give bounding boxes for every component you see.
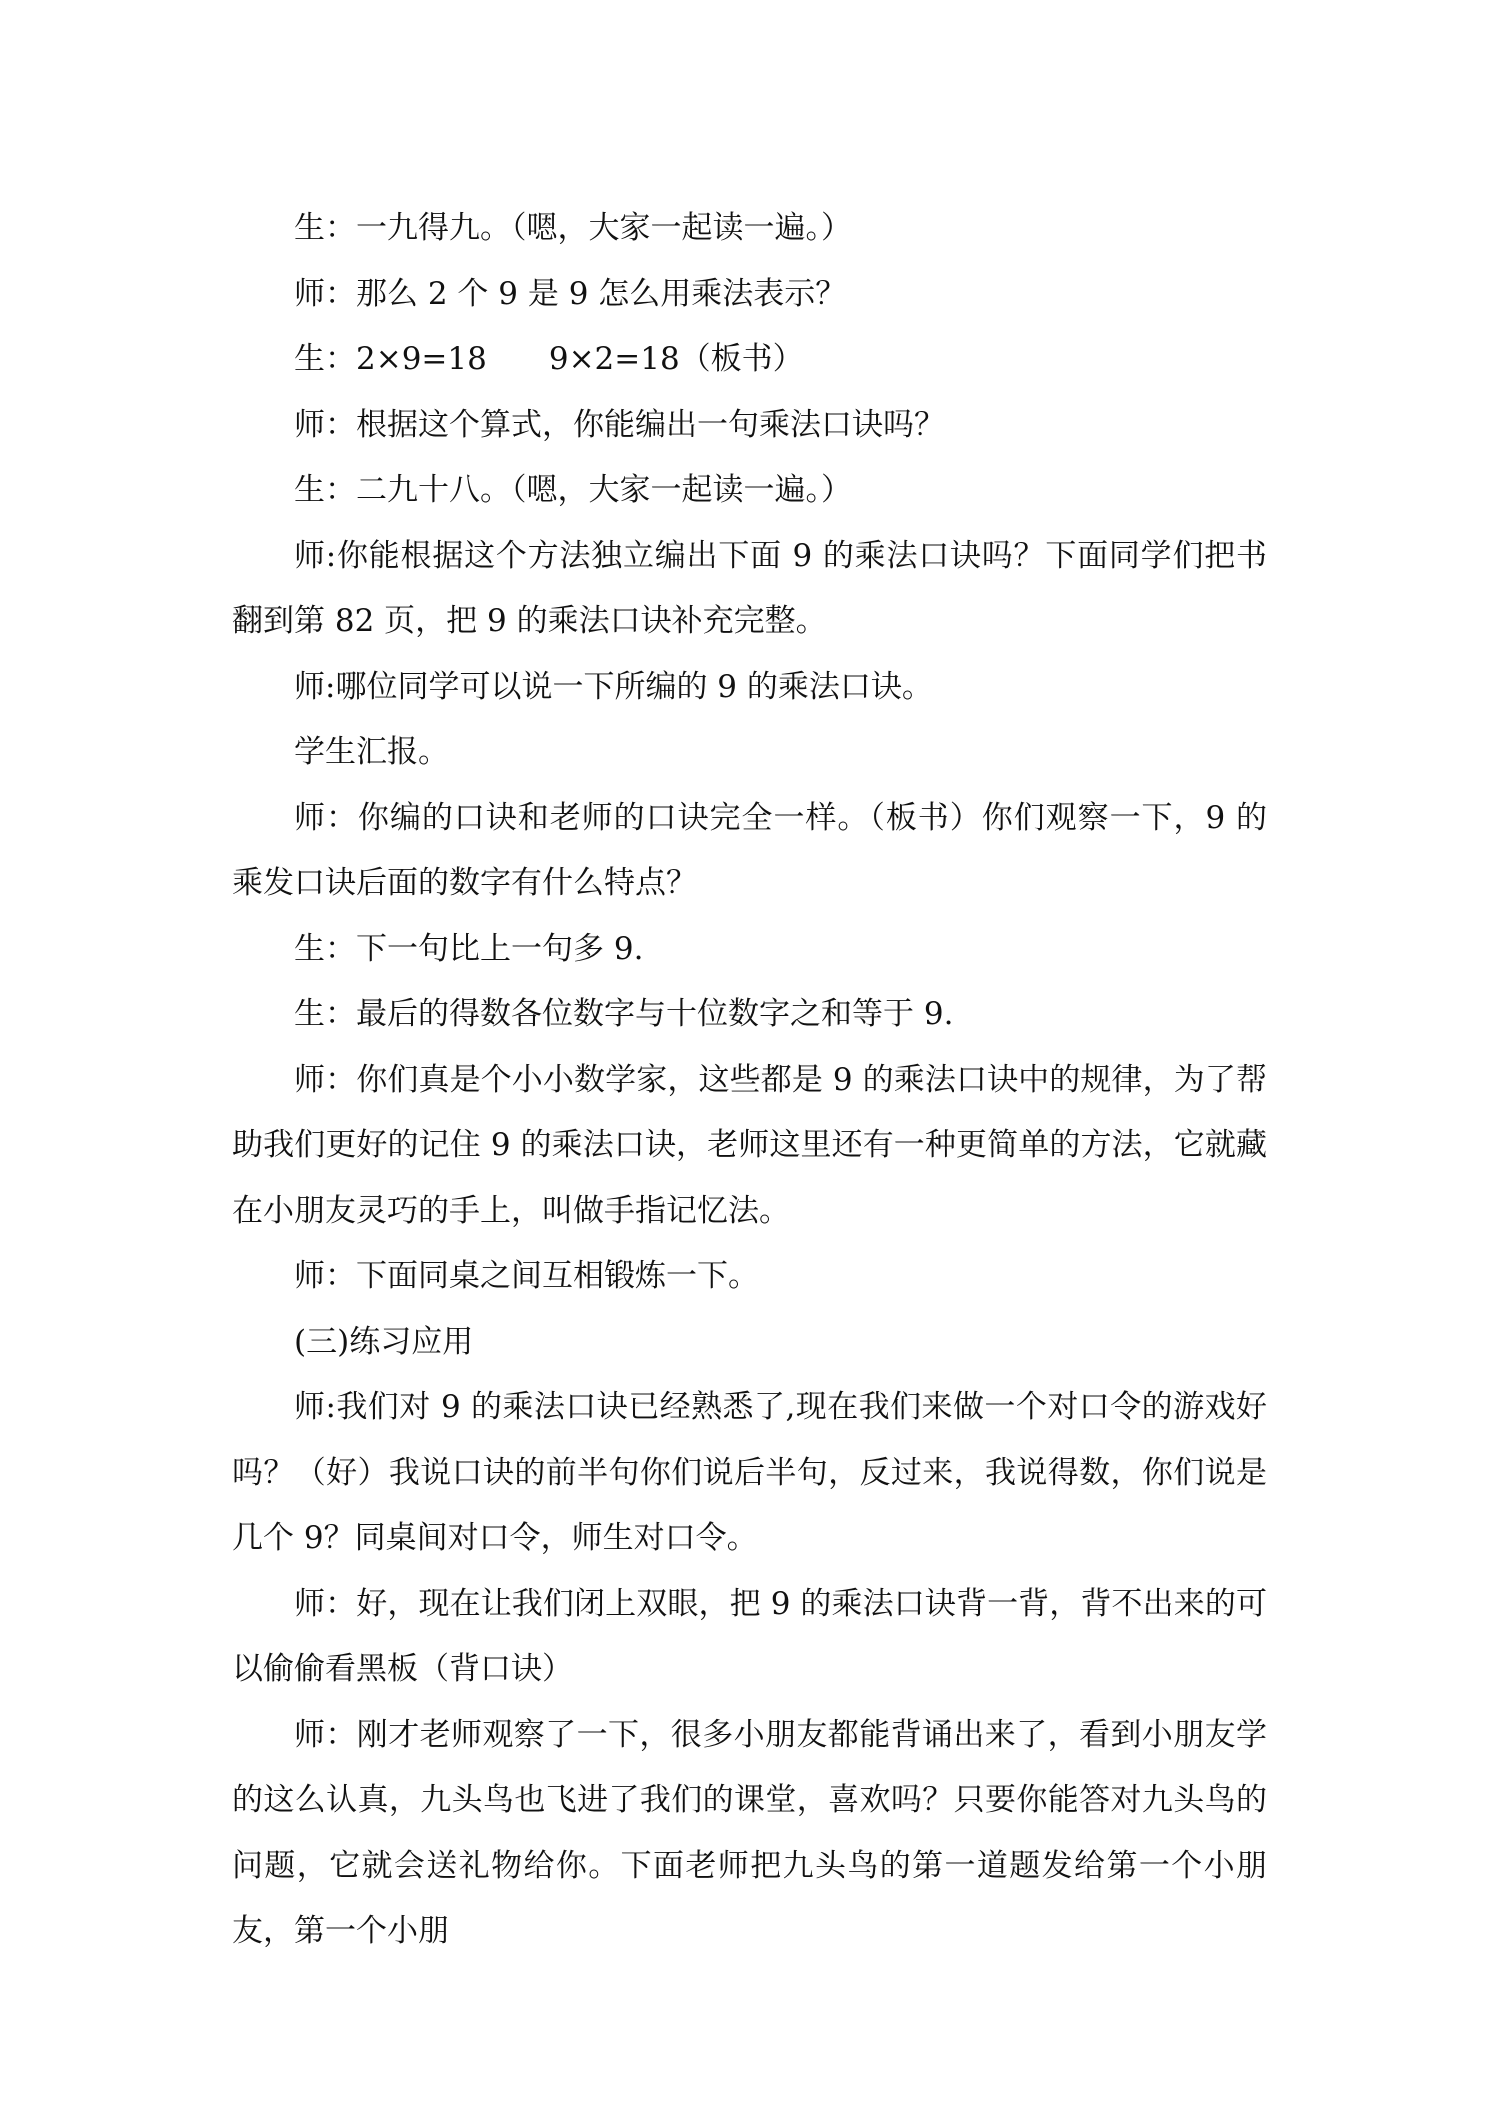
paragraph-16: 师：好，现在让我们闭上双眼，把 9 的乘法口诀背一背，背不出来的可以偷偷看黑板（背口诀） <box>232 1585 1267 1687</box>
paragraph-8: 学生汇报。 <box>294 734 449 770</box>
paragraph-10: 生：下一句比上一句多 9. <box>294 930 644 967</box>
paragraph-7: 师:哪位同学可以说一下所编的 9 的乘法口诀。 <box>294 668 933 705</box>
paragraph-13: 师：下面同桌之间互相锻炼一下。 <box>294 1258 759 1294</box>
paragraph-12: 师：你们真是个小小数学家，这些都是 9 的乘法口诀中的规律，为了帮助我们更好的记住 9 的乘法口诀，老师这里还有一种更简单的方法，它就藏在小朋友灵巧的手上，叫做手指记忆法。 <box>232 1061 1267 1229</box>
document-body <box>232 196 1267 1965</box>
paragraph-3: 生：2×9=18 9×2=18（板书） <box>294 341 804 377</box>
paragraph-17: 师：刚才老师观察了一下，很多小朋友都能背诵出来了，看到小朋友学的这么认真，九头鸟也飞进了我们的课堂，喜欢吗？只要你能答对九头鸟的问题，它就会送礼物给你。下面老师把九头鸟的第一道题发给第一个小朋友，第一个小朋 <box>232 1716 1267 1949</box>
paragraph-5: 生：二九十八。（嗯，大家一起读一遍。） <box>294 472 852 508</box>
paragraph-1: 生：一九得九。（嗯，大家一起读一遍。） <box>294 210 852 246</box>
paragraph-11: 生：最后的得数各位数字与十位数字之和等于 9. <box>294 996 954 1032</box>
paragraph-9: 师：你编的口诀和老师的口诀完全一样。（板书）你们观察一下，9 的乘发口诀后面的数字有什么特点？ <box>232 799 1267 901</box>
paragraph-4: 师：根据这个算式，你能编出一句乘法口诀吗？ <box>294 406 945 443</box>
paragraph-2: 师：那么 2 个 9 是 9 怎么用乘法表示？ <box>294 275 847 312</box>
paragraph-15: 师:我们对 9 的乘法口诀已经熟悉了,现在我们来做一个对口令的游戏好吗？（好）我说口诀的前半句你们说后半句，反过来，我说得数，你们说是几个 9？同桌间对口令，师生对口令。 <box>232 1389 1267 1556</box>
paragraph-6: 师:你能根据这个方法独立编出下面 9 的乘法口诀吗？下面同学们把书翻到第 82 页，把 9 的乘法口诀补充完整。 <box>232 537 1267 639</box>
section-heading-practice: (三)练习应用 <box>294 1323 474 1360</box>
